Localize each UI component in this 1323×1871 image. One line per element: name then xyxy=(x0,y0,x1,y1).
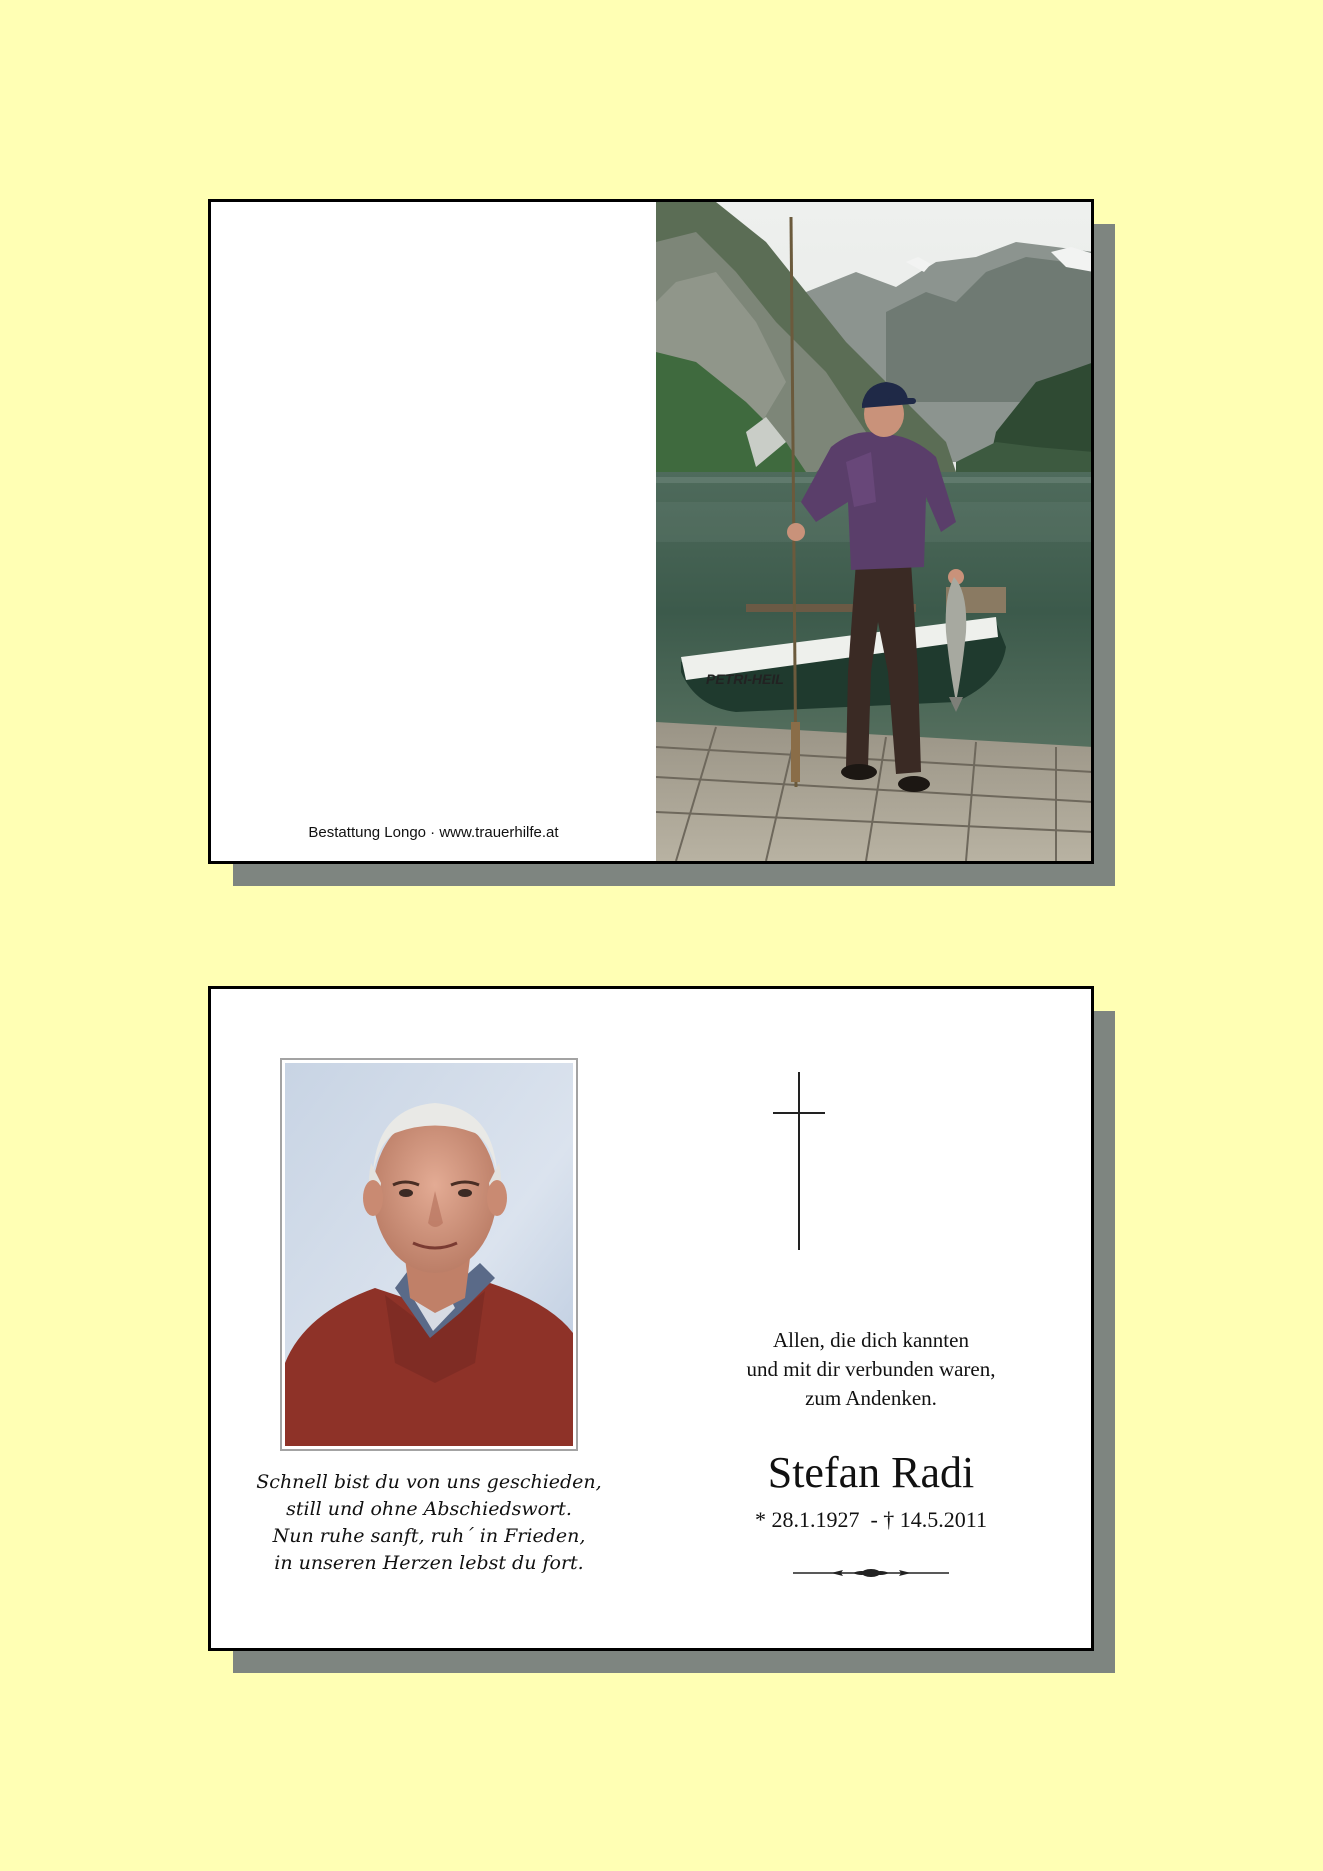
publisher-credit: Bestattung Longo · www.trauerhilfe.at xyxy=(308,824,559,841)
deceased-name: Stefan Radi xyxy=(767,1448,975,1497)
poem-line: Nun ruhe sanft, ruh´ in Frieden, xyxy=(272,1525,586,1547)
ornament-divider-icon xyxy=(791,1566,951,1580)
poem-line: in unseren Herzen lebst du fort. xyxy=(274,1552,584,1574)
card-front-blank-panel xyxy=(211,202,656,861)
dedication-line: und mit dir verbunden waren, xyxy=(746,1357,996,1381)
dedication-text xyxy=(651,1326,1091,1413)
card-inside xyxy=(208,986,1094,1651)
poem-line: still und ohne Abschiedswort. xyxy=(286,1498,572,1520)
dedication-line: zum Andenken. xyxy=(805,1386,937,1410)
poem-line: Schnell bist du von uns geschieden, xyxy=(256,1471,602,1493)
portrait-photo xyxy=(280,1058,578,1451)
cross-icon xyxy=(771,1072,827,1250)
memorial-poem xyxy=(236,1469,622,1577)
card-front xyxy=(208,199,1094,864)
fishing-photo xyxy=(656,202,1094,861)
boat-name-text: PETRI-HEIL xyxy=(706,671,784,687)
dedication-line: Allen, die dich kannten xyxy=(773,1328,969,1352)
life-dates: * 28.1.1927 - † 14.5.2011 xyxy=(754,1507,987,1532)
